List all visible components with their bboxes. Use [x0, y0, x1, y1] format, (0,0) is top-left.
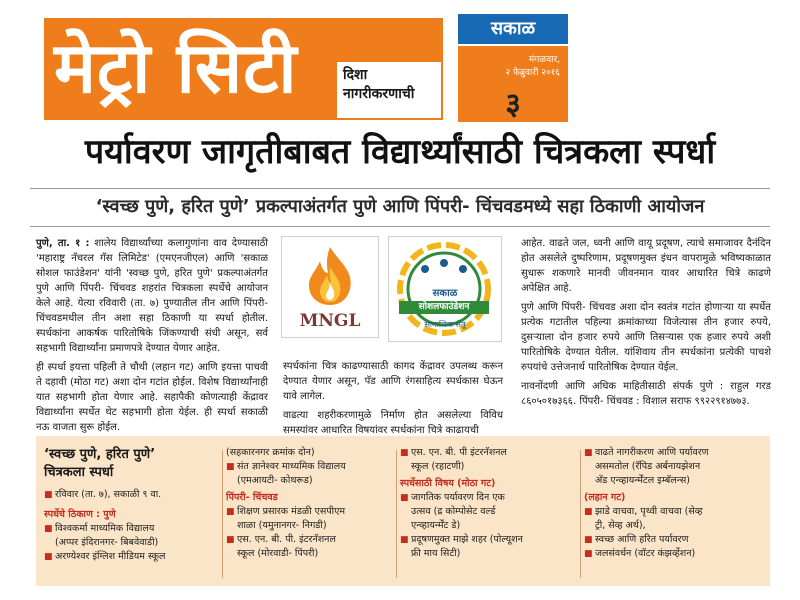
info-divider: [396, 450, 397, 578]
article-column-1: [36, 236, 268, 439]
venue-location: स्कूल (रहाटणी): [411, 461, 465, 472]
issue-date: २ फेब्रुवारी २०१६: [505, 68, 560, 78]
mngl-logo: [281, 236, 379, 338]
topic-text: असमतोल (रॅपिड अर्बनायझेशन: [595, 461, 701, 472]
paragraph: वाढत्या शहरीकरणामुळे निर्माण होत असलेल्या विविध समस्यांवर आधारित विषयांवर स्पर्धकांना चित्रे काढायची: [283, 410, 503, 436]
flame-icon: [300, 245, 360, 307]
paragraph: ही स्पर्धा इयत्ता पहिली ते चौथी (लहान गट) आणि इयत्ता पाचवी ते दहावी (मोठा गट) अशा दोन गटांत होईल. विशेष विद्यार्थ्यांनाही यात सहभागी होता येणार आहे. सहापैकी कोणत्याही केंद्रावर विद्यार्थ्यांना स्पर्धेत थेट सहभागी होता येईल. ही स्पर्धा सकाळी नऊ वाजता सुरू होईल.: [36, 362, 268, 433]
date-box: [458, 46, 568, 122]
sakal-logo-line1: सकाळ: [432, 288, 458, 299]
venue-name: ■ एस. एन. बी. पी. इंटरनॅशनल: [237, 534, 336, 545]
topic-text: ■ प्रदूषणमुक्त माझे शहर (पोल्यूशन: [411, 534, 523, 545]
venue-item: [44, 550, 222, 564]
topics-heading-senior: स्पर्धेसाठी विषय (मोठा गट): [400, 478, 496, 489]
topic-text: फ्री माय सिटी): [411, 548, 461, 559]
divider: [30, 188, 770, 189]
venue-item: [400, 446, 580, 474]
venues-heading: स्पर्धेचे ठिकाण : पुणे: [44, 509, 116, 520]
paragraph: पुणे आणि पिंपरी- चिंचवड अशा दोन स्वतंत्र गटांत होणाऱ्या या स्पर्धेत प्रत्येक गटातील पहिल्या क्रमांकाच्या विजेत्यास तीन हजार रुपये, दुसऱ्याला दोन हजार रुपये आणि तिसऱ्यास एक हजार रुपये अशी पारितोषिके देण्यात येतील. यांशिवाय तीन स्पर्धकांना प्रत्येकी पाचशे रुपयांचे उत्तेजनार्थ पारितोषिक देण्यात येईल.: [521, 302, 771, 373]
venue-name: ■ एस. एन. बी. पी इंटरनॅशनल: [411, 447, 507, 458]
venue-item: [44, 522, 222, 550]
topics-heading-junior: (लहान गट): [584, 492, 626, 503]
venue-location: शाळा (यमुनानगर- निगडी): [237, 520, 327, 531]
paragraph: [36, 236, 268, 356]
info-column-1: [44, 446, 222, 564]
paragraph: स्पर्धकांना चित्र काढण्यासाठी कागद केंद्रावर उपलब्ध करून देण्यात येणार असून, पॅड आणि रंगसाहित्य स्पर्धकास घेऊन यावे लागेल.: [283, 361, 503, 402]
sakal-logo-line2: सोशलफाउंडेशन: [399, 301, 489, 314]
headline: पर्यावरण जागृतीबाबत विद्यार्थ्यांसाठी चित्रकला स्पर्धा: [84, 132, 716, 172]
venue-item: [226, 533, 396, 561]
divider: [30, 226, 770, 227]
topic-item: [584, 446, 766, 488]
topic-item: [400, 491, 580, 533]
issue-day: मंगळवार,: [528, 55, 560, 65]
venue-name: ■ शिक्षण प्रसारक मंडळी एसपीएम: [237, 506, 346, 517]
mngl-logo-text: MNGL: [299, 311, 361, 331]
topic-text: ■ जागतिक पर्यावरण दिन एक: [411, 492, 505, 503]
venue-item: [226, 505, 396, 533]
section-title: मेट्रो सिटी: [54, 27, 298, 109]
topic-text: ■ जलसंवर्धन (वॉटर कंझर्व्हेशन): [595, 548, 696, 559]
section-masthead: [44, 18, 443, 120]
topic-text: ■ वाढते नागरीकरण आणि पर्यावरण: [595, 447, 709, 458]
venue-location: (सहकारनगर क्रमांक दोन): [226, 447, 315, 458]
info-column-2: [226, 446, 396, 561]
venue-name: ■ विश्वकर्मा माध्यमिक विद्यालय: [55, 523, 155, 534]
event-time: [44, 488, 222, 502]
topic-text: अँड एन्व्हायर्न्मेंटल इम्बॅलन्स): [595, 475, 690, 486]
topic-text: ■ झाडे वाचवा, पृथ्वी वाचवा (सेव्ह: [595, 506, 703, 517]
topic-item: [400, 533, 580, 561]
info-column-3: [400, 446, 580, 561]
topic-text: ट्री, सेव्ह अर्थ),: [595, 520, 646, 531]
dateline: पुणे, ता. १ :: [36, 238, 90, 249]
paragraph: आहेत. वाढते जल, ध्वनी आणि वायू प्रदूषण, त्याचे समाजावर दैनंदिन होत असलेले दुष्परिणाम, प्रदूषणमुक्त इंधन वापरामुळे भविष्यकाळात सुधारू शकणारे मानवी जीवनमान यावर आधारित चित्रे काढणे अपेक्षित आहे.: [521, 238, 771, 294]
sakal-logo-line3: सामाजिक सेतू: [424, 320, 466, 329]
info-divider: [580, 450, 581, 578]
article-column-2: [283, 359, 503, 442]
venue-location: स्कूल (मोरवाडी- पिंपरी): [237, 548, 319, 559]
newspaper-logo: [458, 14, 568, 44]
venue-item: [226, 460, 396, 488]
topic-text: एन्व्हायर्न्मेंट डे): [411, 520, 461, 531]
event-info-box: [36, 436, 770, 586]
tagline-line1: दिशा: [343, 67, 368, 83]
paragraph-text: शालेय विद्यार्थ्यांच्या कलागुणांना वाव देण्यासाठी 'महाराष्ट्र नॅचरल गॅस लिमिटेड' (एमएनजीएल) आणि 'सकाळ सोशल फाउंडेशन' यांनी 'स्वच्छ पुणे, हरित पुणे' प्रकल्पाअंतर्गत पुणे आणि पिंपरी- चिंचवड शहरांत चित्रकला स्पर्धेचे आयोजन केले आहे. येत्या रविवारी (ता. ७) पुण्यातील तीन आणि पिंपरी- चिंचवडमधील तीन अशा सहा ठिकाणी या स्पर्धा होतील. स्पर्धकांना आकर्षक पारितोषिके जिंकण्याची संधी असून, सर्व सहभागी विद्यार्थ्यांना प्रमाणपत्रे देण्यात येणार आहेत.: [36, 238, 268, 354]
info-title-line2: चित्रकला स्पर्धा: [44, 465, 114, 480]
section-tagline: [337, 62, 441, 118]
topic-text: उत्सव (द्र कोम्पोसेट वर्ल्ड: [411, 506, 496, 517]
page-number: ३: [505, 87, 521, 122]
article-column-3: [521, 236, 771, 413]
topic-item: [584, 547, 766, 561]
info-column-4: [584, 446, 766, 561]
sakal-social-foundation-logo: [388, 236, 502, 342]
newspaper-name: सकाळ: [490, 18, 536, 39]
subheadline: ‘स्वच्छ पुणे, हरित पुणे’ प्रकल्पाअंतर्गत पुणे आणि पिंपरी- चिंचवडमध्ये सहा ठिकाणी आयोजन: [95, 196, 705, 217]
topic-text: ■ स्वच्छ आणि हरित पर्यावरण: [595, 534, 689, 545]
paragraph: नावनोंदणी आणि अधिक माहितीसाठी संपर्क पुणे : राहुल गरड ८६०५०१७३६६. पिंपरी- चिंचवड : विशाल सराफ ९९२२९१४७७३.: [521, 381, 771, 407]
tagline-line2: नागरीकरणाची: [343, 86, 415, 102]
venue-location: (एमआयटी- कोथरूड): [237, 475, 313, 486]
event-time-text: रविवार (ता. ७), सकाळी ९ वा.: [55, 489, 162, 500]
pcmc-heading: पिंपरी- चिंचवड: [226, 492, 278, 503]
venue-name: ■ संत ज्ञानेश्वर माध्यमिक विद्यालय: [237, 461, 346, 472]
info-divider: [222, 450, 223, 578]
venue-location: (अप्पर इंदिरानगर- बिबवेवाडी): [55, 537, 159, 548]
topic-item: [584, 505, 766, 533]
topic-item: [584, 533, 766, 547]
info-title-line1: ‘स्वच्छ पुणे, हरित पुणे’: [44, 447, 156, 462]
venue-name: ■ अरण्येश्वर इंग्लिश मीडियम स्कूल: [55, 551, 166, 562]
